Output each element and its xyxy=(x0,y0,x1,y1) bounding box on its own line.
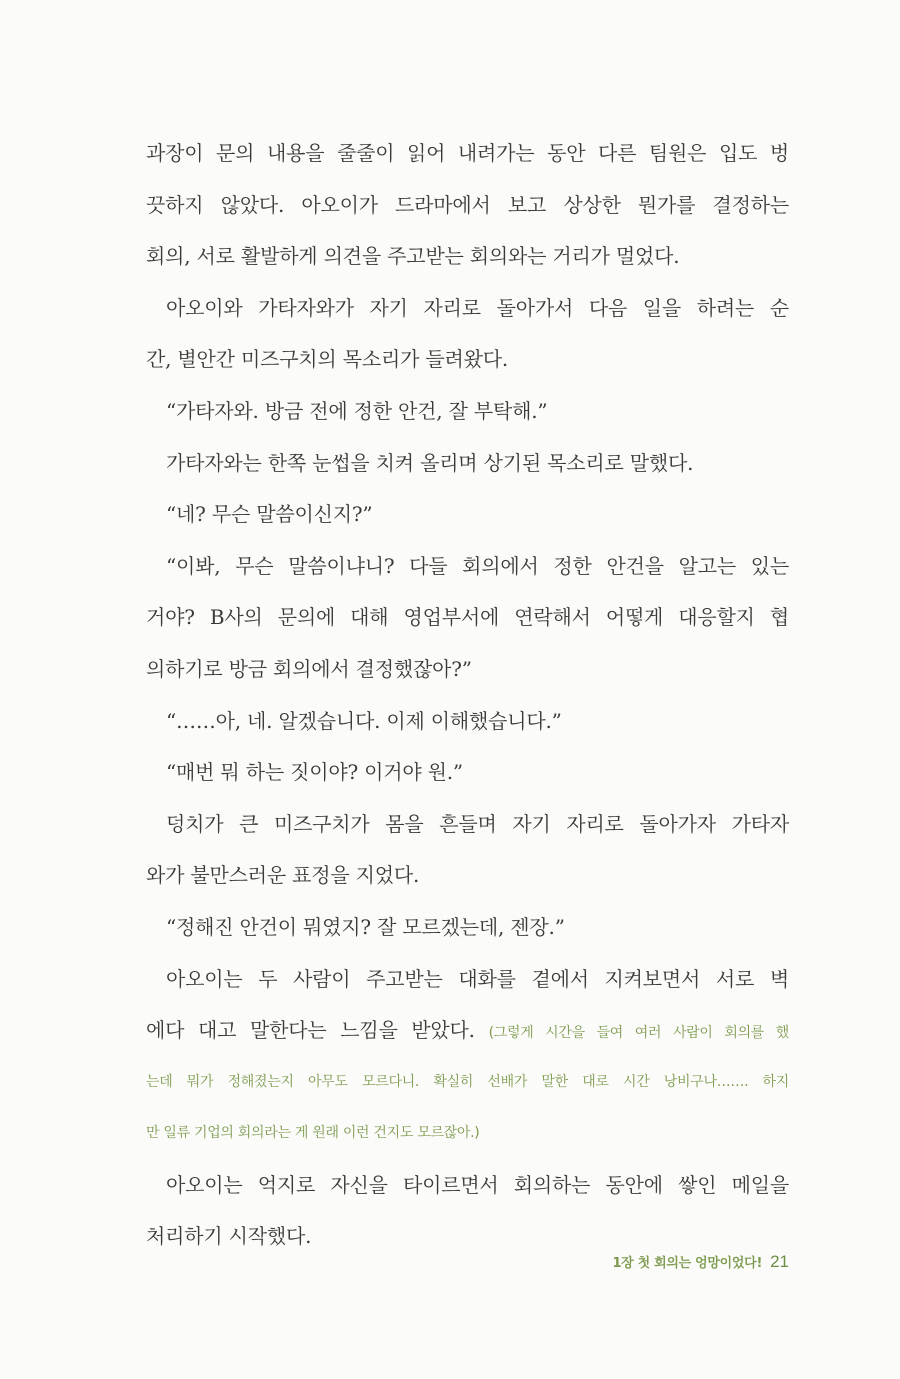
text-line-mixed xyxy=(146,1005,789,1057)
text-line: 간, 별안간 미즈구치의 목소리가 들려왔다. xyxy=(146,347,508,372)
text-line: “이봐, 무슨 말씀이냐니? 다들 회의에서 정한 안건을 알고는 있는 xyxy=(166,553,789,578)
text-line: “네? 무슨 말씀이신지?” xyxy=(166,502,373,527)
text-line: 아오이와 가타자와가 자기 자리로 돌아가서 다음 일을 하려는 순 xyxy=(166,295,789,320)
text-line: “매번 뭐 하는 짓이야? 이거야 원.” xyxy=(166,760,463,785)
text-line: 회의, 서로 활발하게 의견을 주고받는 회의와는 거리가 멀었다. xyxy=(146,244,680,269)
page-footer xyxy=(612,1250,789,1274)
text-line: 의하기로 방금 회의에서 결정했잖아?” xyxy=(146,656,472,681)
text-line: “가타자와. 방금 전에 정한 안건, 잘 부탁해.” xyxy=(166,398,548,423)
text-line: 끗하지 않았다. 아오이가 드라마에서 보고 상상한 뭔가를 결정하는 xyxy=(146,192,789,217)
text-line: “……아, 네. 알겠습니다. 이제 이해했습니다.” xyxy=(166,708,562,733)
text-line: 아오이는 억지로 자신을 타이르면서 회의하는 동안에 쌓인 메일을 xyxy=(166,1172,789,1197)
text-line: 거야? B사의 문의에 대해 영업부서에 연락해서 어떻게 대응할지 협 xyxy=(146,605,789,630)
page-number: 21 xyxy=(770,1252,789,1271)
text-line: 덩치가 큰 미즈구치가 몸을 흔들며 자기 자리로 돌아가자 가타자 xyxy=(166,811,789,836)
text-line: 처리하기 시작했다. xyxy=(146,1224,312,1249)
inner-thought-line: 만 일류 기업의 회의라는 게 원래 이런 건지도 모르잖아.) xyxy=(146,1125,480,1142)
inner-thought-line: 는데 뭐가 정해졌는지 아무도 모르다니. 확실히 선배가 말한 대로 시간 낭비구나……. 하지 xyxy=(146,1073,789,1090)
text-line: 와가 불만스러운 표정을 지었다. xyxy=(146,863,420,888)
chapter-title: 1장 첫 회의는 엉망이었다! xyxy=(612,1256,763,1271)
text-line: 아오이는 두 사람이 주고받는 대화를 곁에서 지켜보면서 서로 벽 xyxy=(166,966,789,991)
body-text xyxy=(146,128,789,1263)
text-line: 가타자와는 한쪽 눈썹을 치켜 올리며 상기된 목소리로 말했다. xyxy=(166,450,694,475)
narrative-text: 에다 대고 말한다는 느낌을 받았다. xyxy=(146,1018,475,1043)
inner-thought-text: (그렇게 시간을 들여 여러 사람이 회의를 했 xyxy=(488,1025,789,1042)
text-line: 과장이 문의 내용을 줄줄이 읽어 내려가는 동안 다른 팀원은 입도 벙 xyxy=(146,141,789,165)
text-line: “정해진 안건이 뭐였지? 잘 모르겠는데, 젠장.” xyxy=(166,914,565,939)
